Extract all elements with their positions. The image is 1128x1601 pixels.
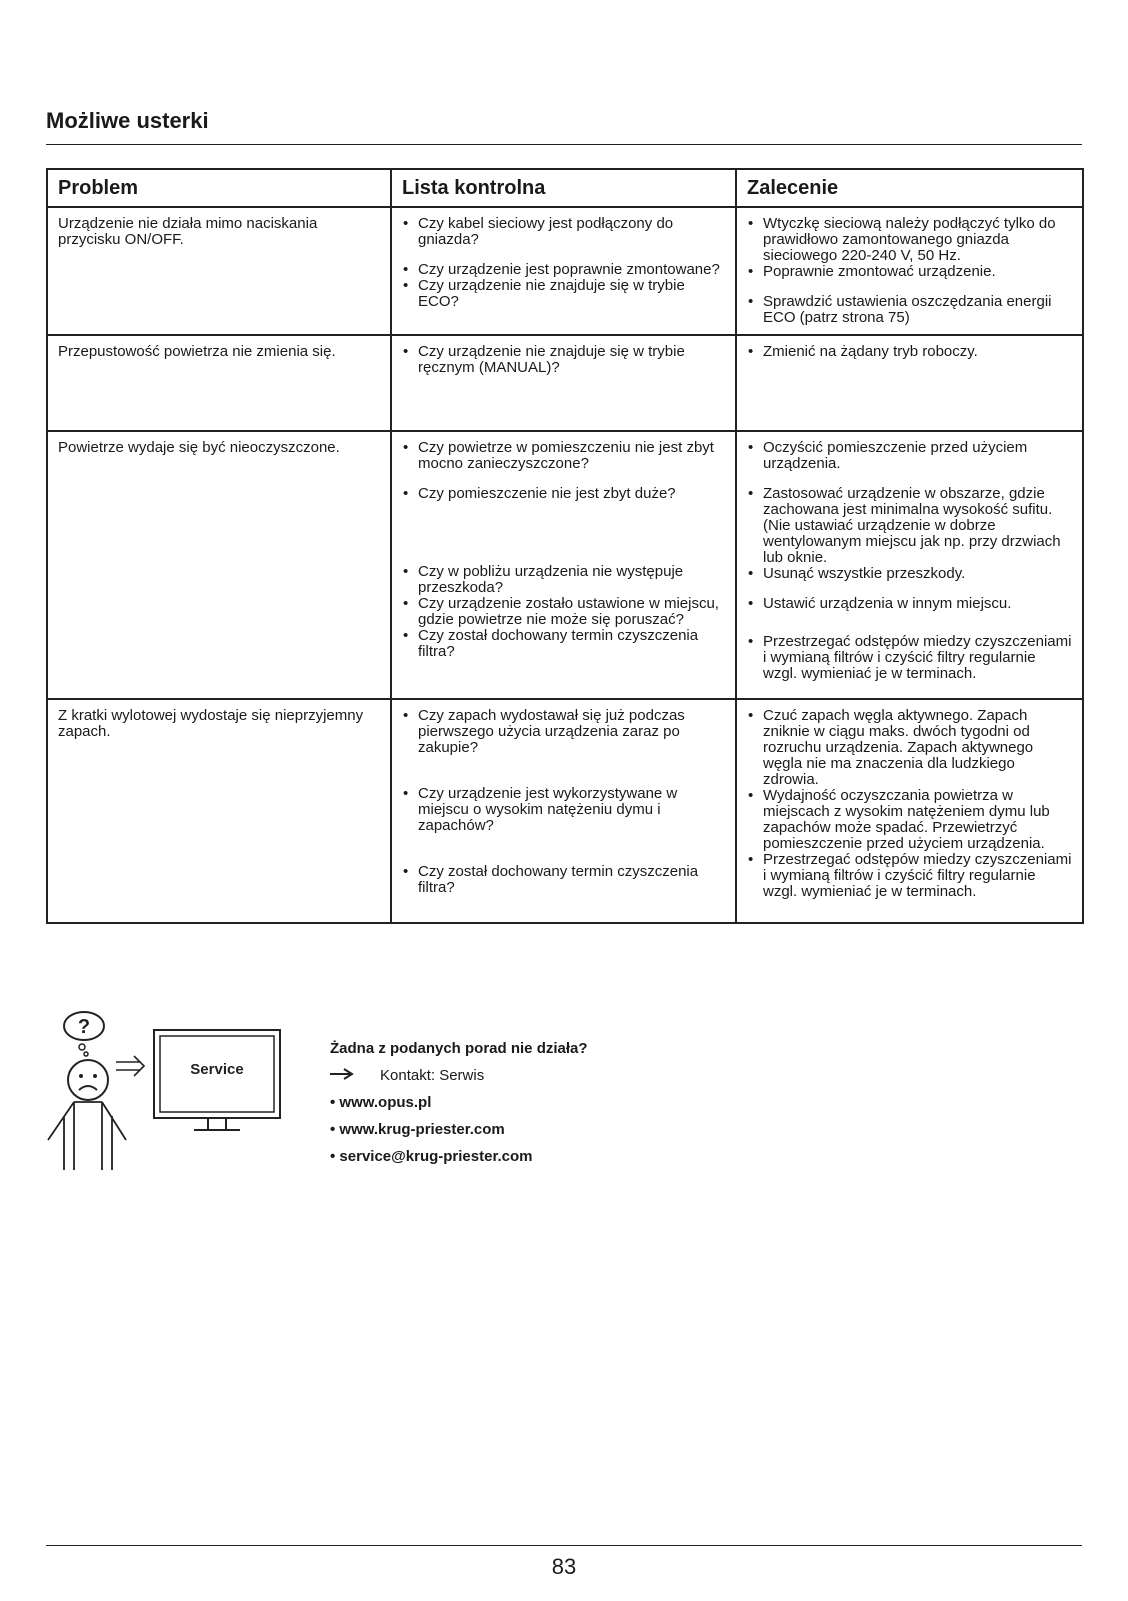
header-problem: Problem: [47, 169, 391, 207]
check-item: • Czy w pobliżu urządzenia nie występuje przeszkoda?: [402, 564, 725, 596]
page-title: Możliwe usterki: [46, 108, 209, 133]
arrow-right-icon: [330, 1067, 380, 1084]
link-service-email[interactable]: • service@krug-priester.com: [330, 1148, 533, 1165]
header-recommendation: Zalecenie: [736, 169, 1083, 207]
check-item: • Czy został dochowany termin czyszczenia filtra?: [402, 864, 725, 896]
advice-cell: [736, 335, 1083, 431]
check-item: • Czy zapach wydostawał się już podczas pierwszego użycia urządzenia zaraz po zakupie?: [402, 708, 725, 756]
contact-text: Kontakt: Serwis: [380, 1067, 485, 1084]
bubble-question-mark: ?: [77, 1016, 91, 1038]
table-row: [47, 431, 1083, 699]
advice-item: • Zmienić na żądany tryb roboczy.: [747, 344, 1072, 360]
problem-text: Z kratki wylotowej wydostaje się nieprzyjemny zapach.: [58, 707, 364, 740]
check-item: • Czy urządzenie jest wykorzystywane w miejscu o wysokim natężeniu dymu i zapachów?: [402, 786, 725, 834]
problem-text: Urządzenie nie działa mimo naciskania przycisku ON/OFF.: [58, 215, 318, 248]
contact-line: [330, 1067, 588, 1084]
advice-item: • Zastosować urządzenie w obszarze, gdzie zachowana jest minimalna wysokość sufitu. (Nie ustawiać urządzenie w dobrze wentylowanym miejscu jak np. przy drzwiach lub oknie.: [747, 486, 1072, 566]
problem-text: Przepustowość powietrza nie zmienia się.: [58, 343, 336, 360]
table-row: [47, 699, 1083, 923]
header-checklist: Lista kontrolna: [391, 169, 736, 207]
advice-item: • Usunąć wszystkie przeszkody.: [747, 566, 1072, 582]
help-section: [330, 1040, 588, 1175]
advice-cell: [736, 431, 1083, 699]
advice-item: • Przestrzegać odstępów miedzy czyszczeniami i wymianą filtrów i czyścić filtry regularnie wzgl. wymieniać je w terminach.: [747, 852, 1072, 900]
checklist-cell: [391, 431, 736, 699]
title-divider: [46, 144, 1082, 145]
link-krug-priester[interactable]: • www.krug-priester.com: [330, 1121, 505, 1138]
check-item: • Czy kabel sieciowy jest podłączony do gniazda?: [402, 216, 725, 248]
check-item: • Czy urządzenie zostało ustawione w miejscu, gdzie powietrze nie może się poruszać?: [402, 596, 725, 628]
advice-cell: [736, 207, 1083, 335]
check-item: • Czy pomieszczenie nie jest zbyt duże?: [402, 486, 725, 502]
advice-item: • Oczyścić pomieszczenie przed użyciem urządzenia.: [747, 440, 1072, 472]
check-item: • Czy został dochowany termin czyszczenia filtra?: [402, 628, 725, 660]
problem-cell: [47, 699, 391, 923]
footer-divider: [46, 1545, 1082, 1546]
problem-cell: [47, 335, 391, 431]
table-row: [47, 207, 1083, 335]
checklist-cell: [391, 207, 736, 335]
check-item: • Czy urządzenie nie znajduje się w trybie ECO?: [402, 278, 725, 310]
advice-item: • Czuć zapach węgla aktywnego. Zapach zniknie w ciągu maks. dwóch tygodni od rozruchu urządzenia. Zapach aktywnego węgla nie ma znaczenia dla ludzkiego zdrowia.: [747, 708, 1072, 788]
service-illustration-icon: [44, 1008, 324, 1178]
check-item: • Czy powietrze w pomieszczeniu nie jest zbyt mocno zanieczyszczone?: [402, 440, 725, 472]
help-question: Żadna z podanych porad nie działa?: [330, 1040, 588, 1057]
table-header-row: [47, 169, 1083, 207]
advice-item: • Poprawnie zmontować urządzenie.: [747, 264, 1072, 280]
problem-cell: [47, 207, 391, 335]
advice-cell: [736, 699, 1083, 923]
monitor-service-label: Service: [190, 1061, 244, 1078]
advice-item: • Wtyczkę sieciową należy podłączyć tylko do prawidłowo zamontowanego gniazda sieciowego 220-240 V, 50 Hz.: [747, 216, 1072, 264]
problem-cell: [47, 431, 391, 699]
advice-item: • Wydajność oczyszczania powietrza w miejscach z wysokim natężeniem dymu lub zapachów może spadać. Przewietrzyć pomieszczenie przed użyciem urządzenia.: [747, 788, 1072, 852]
link-opus[interactable]: • www.opus.pl: [330, 1094, 432, 1111]
checklist-cell: [391, 699, 736, 923]
advice-item: • Ustawić urządzenia w innym miejscu.: [747, 596, 1072, 612]
troubleshooting-table: [46, 168, 1084, 924]
check-item: • Czy urządzenie nie znajduje się w trybie ręcznym (MANUAL)?: [402, 344, 725, 376]
problem-text: Powietrze wydaje się być nieoczyszczone.: [58, 439, 340, 456]
advice-item: • Sprawdzić ustawienia oszczędzania energii ECO (patrz strona 75): [747, 294, 1072, 326]
check-item: • Czy urządzenie jest poprawnie zmontowane?: [402, 262, 725, 278]
page-number: 83: [551, 1554, 577, 1579]
checklist-cell: [391, 335, 736, 431]
table-row: [47, 335, 1083, 431]
advice-item: • Przestrzegać odstępów miedzy czyszczeniami i wymianą filtrów i czyścić filtry regularnie wzgl. wymieniać je w terminach.: [747, 634, 1072, 682]
